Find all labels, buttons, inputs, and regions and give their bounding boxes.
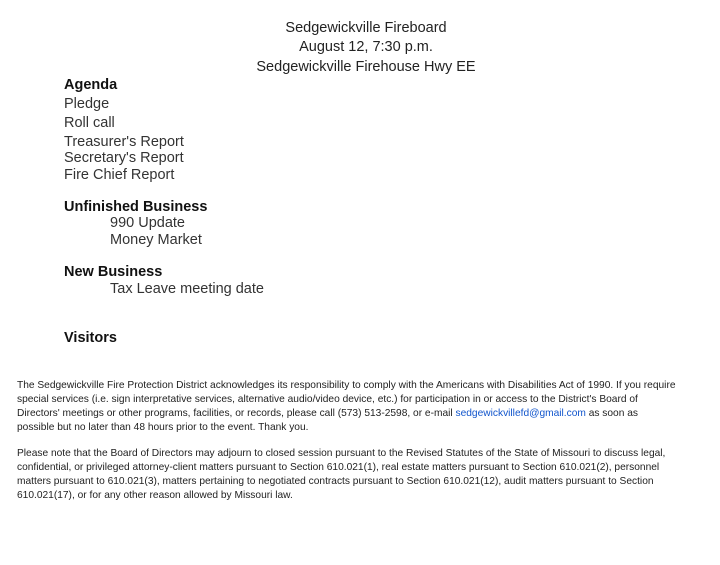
ada-notice-text: The Sedgewickville Fire Protection District acknowledges its responsibility to comply with the Americans with Disabilities Act of 1990. If you require special services (i.e. sign interpretative services, alternative audio/video device, etc.) for participation in or access to the District's Board of Directors' meetings or other programs, facilities, or records, please call (573) 513-2598, or e-mail bbox=[17, 380, 676, 419]
agenda-item: Treasurer's Report bbox=[64, 134, 184, 150]
closed-session-notice: Please note that the Board of Directors may adjourn to closed session pursuant to the Revised Statutes of the State of Missouri to discuss legal, confidential, or privileged attorney-client matters pursuant to Section 610.021(1), real estate matters pursuant to Section 610.021(2), personnel matters pursuant to 610.021(3), matters pertaining to negotiated contracts pursuant to Section 610.021(12), audit matters pursuant to Section 610.021(17), or for any other reason allowed by Missouri law. bbox=[17, 448, 666, 501]
unfinished-business-item: Money Market bbox=[110, 232, 202, 248]
agenda-item: Pledge bbox=[64, 96, 110, 112]
email-link[interactable]: sedgewickvillefd@gmail.com bbox=[455, 408, 586, 419]
agenda-item: Fire Chief Report bbox=[64, 167, 175, 183]
agenda-item: Secretary's Report bbox=[64, 150, 184, 166]
agenda-heading: Agenda bbox=[64, 77, 118, 93]
ada-notice-text-end: as soon as possible but no later than 48 hours prior to the event. Thank you. bbox=[17, 408, 638, 433]
new-business-item: Tax Leave meeting date bbox=[110, 281, 264, 297]
board-title: Sedgewickville Fireboard bbox=[285, 20, 447, 36]
new-business-heading: New Business bbox=[64, 264, 163, 280]
meeting-datetime: August 12, 7:30 p.m. bbox=[299, 39, 433, 55]
ada-notice bbox=[17, 379, 677, 435]
unfinished-business-item: 990 Update bbox=[110, 215, 185, 231]
meeting-location: Sedgewickville Firehouse Hwy EE bbox=[256, 59, 476, 75]
unfinished-business-heading: Unfinished Business bbox=[64, 199, 208, 215]
visitors-heading: Visitors bbox=[64, 330, 117, 346]
agenda-item: Roll call bbox=[64, 115, 115, 131]
